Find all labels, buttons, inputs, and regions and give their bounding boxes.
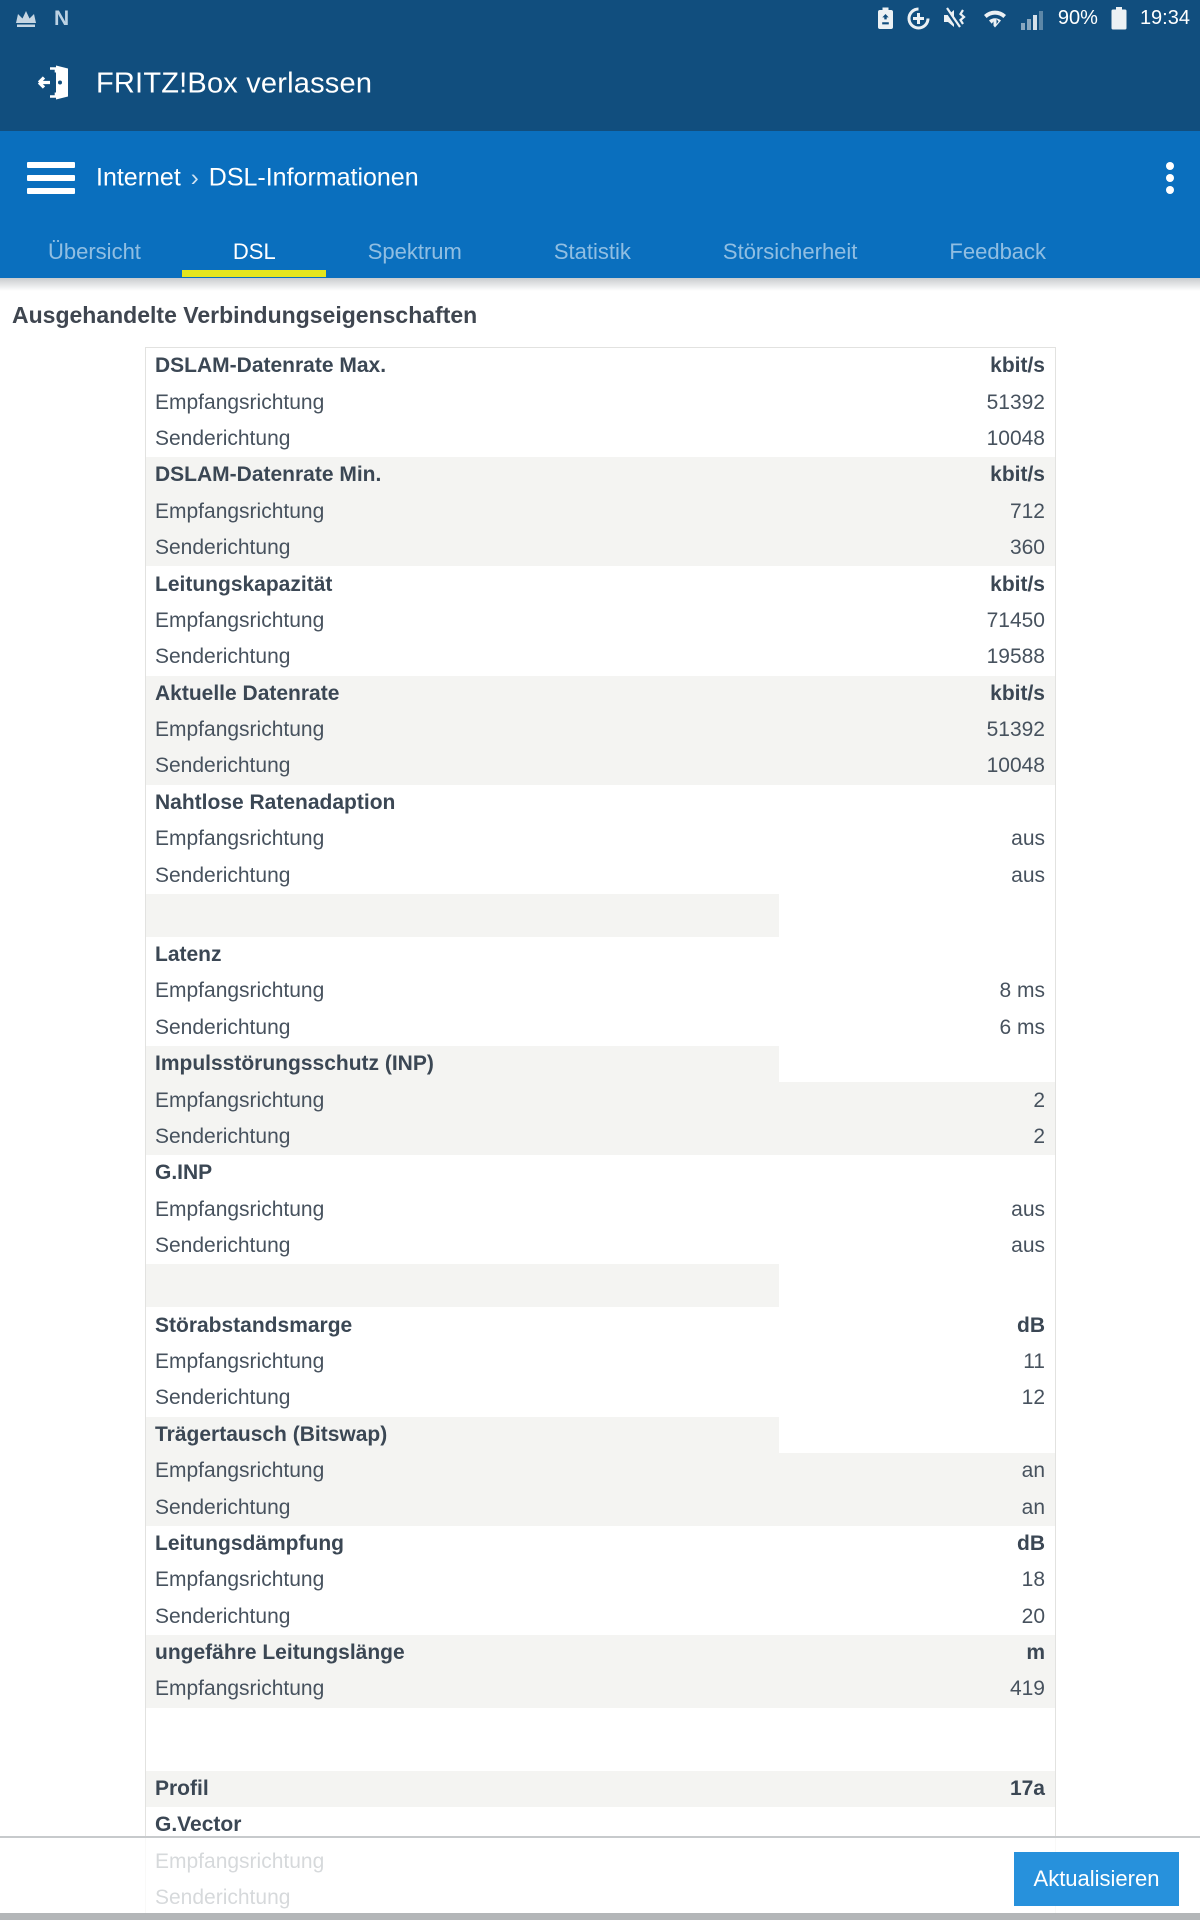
row-value <box>779 1155 1055 1191</box>
table-spacer-row <box>146 1708 1055 1771</box>
header-shadow <box>0 278 1200 291</box>
row-value <box>779 785 1055 821</box>
table-row <box>146 1489 1055 1525</box>
row-label: Senderichtung <box>146 1380 779 1416</box>
chevron-right-icon: › <box>190 164 199 191</box>
row-value: kbit/s <box>779 676 1055 712</box>
wifi-icon <box>982 7 1008 30</box>
row-value <box>779 937 1055 973</box>
row-value: 12 <box>779 1380 1055 1416</box>
row-label: Störabstandsmarge <box>146 1307 779 1343</box>
row-value: 71450 <box>779 603 1055 639</box>
refresh-button[interactable]: Aktualisieren <box>1014 1852 1179 1906</box>
battery-saver-icon <box>877 7 894 30</box>
row-value: 11 <box>779 1344 1055 1380</box>
row-value: 20 <box>779 1599 1055 1635</box>
table-row <box>146 1344 1055 1380</box>
tab-störsicherheit[interactable]: Störsicherheit <box>722 238 858 264</box>
row-value: 17a <box>779 1771 1055 1807</box>
row-label: Empfangsrichtung <box>146 384 779 420</box>
row-value: dB <box>779 1307 1055 1343</box>
row-label: Aktuelle Datenrate <box>146 676 779 712</box>
table-row <box>146 1082 1055 1118</box>
data-saver-icon <box>907 7 930 30</box>
row-label: Senderichtung <box>146 639 779 675</box>
row-label: Senderichtung <box>146 1489 779 1525</box>
row-label: Leitungskapazität <box>146 566 779 602</box>
table-group-header <box>146 1526 1055 1562</box>
mute-icon <box>943 7 969 30</box>
row-label: G.INP <box>146 1155 779 1191</box>
row-value: an <box>779 1489 1055 1525</box>
table-group-header <box>146 1417 1055 1453</box>
table-row <box>146 1228 1055 1264</box>
row-value: 2 <box>779 1082 1055 1118</box>
bottom-action-bar <box>0 1836 1200 1920</box>
table-group-header <box>146 1155 1055 1191</box>
row-value: 419 <box>779 1671 1055 1707</box>
row-value <box>779 1046 1055 1082</box>
row-label: Empfangsrichtung <box>146 1082 779 1118</box>
nav-bar <box>0 131 1200 225</box>
row-label: Senderichtung <box>146 1010 779 1046</box>
table-row <box>146 1192 1055 1228</box>
row-label: Latenz <box>146 937 779 973</box>
row-value: 8 ms <box>779 973 1055 1009</box>
row-label: DSLAM-Datenrate Max. <box>146 348 779 384</box>
tab-feedback[interactable]: Feedback <box>949 238 1047 264</box>
row-label: Empfangsrichtung <box>146 1344 779 1380</box>
bottom-edge-strip <box>0 1913 1200 1920</box>
top-dark-header <box>0 0 1200 131</box>
table-row <box>146 494 1055 530</box>
page-title: Ausgehandelte Verbindungseigenschaften <box>12 302 478 328</box>
table-spacer-row <box>146 894 1055 937</box>
menu-hamburger-icon[interactable] <box>27 155 75 201</box>
row-value: aus <box>779 1228 1055 1264</box>
battery-percent-label: 90% <box>1057 7 1098 29</box>
row-label: Senderichtung <box>146 1119 779 1155</box>
row-value: dB <box>779 1526 1055 1562</box>
battery-icon <box>1111 7 1127 30</box>
row-value <box>779 894 1055 937</box>
row-value: 712 <box>779 494 1055 530</box>
row-value: 360 <box>779 530 1055 566</box>
row-value <box>779 1708 1055 1771</box>
row-label: Senderichtung <box>146 1228 779 1264</box>
table-row <box>146 712 1055 748</box>
row-value: aus <box>779 857 1055 893</box>
row-label: G.Vector <box>146 1807 779 1843</box>
row-value <box>779 1264 1055 1307</box>
table-row <box>146 1671 1055 1707</box>
n-notification-icon: N <box>54 6 70 30</box>
row-label: Impulsstörungsschutz (INP) <box>146 1046 779 1082</box>
row-label: Nahtlose Ratenadaption <box>146 785 779 821</box>
row-value: kbit/s <box>779 566 1055 602</box>
row-label: Senderichtung <box>146 1599 779 1635</box>
table-group-header <box>146 937 1055 973</box>
row-label: Empfangsrichtung <box>146 1453 779 1489</box>
row-value: kbit/s <box>779 348 1055 384</box>
row-label: Profil <box>146 1771 779 1807</box>
row-value: 10048 <box>779 421 1055 457</box>
table-group-header <box>146 566 1055 602</box>
table-row <box>146 421 1055 457</box>
table-row <box>146 973 1055 1009</box>
status-bar-right <box>877 7 1200 30</box>
table-group-header <box>146 348 1055 384</box>
breadcrumb <box>96 164 419 193</box>
table-spacer-row <box>146 1264 1055 1307</box>
row-label: Empfangsrichtung <box>146 1192 779 1228</box>
table-row <box>146 1453 1055 1489</box>
row-label <box>146 1708 779 1771</box>
row-label: Senderichtung <box>146 748 779 784</box>
row-label: DSLAM-Datenrate Min. <box>146 457 779 493</box>
row-value: 51392 <box>779 384 1055 420</box>
row-value: m <box>779 1635 1055 1671</box>
clock-label: 19:34 <box>1139 7 1190 29</box>
table-group-header <box>146 1771 1055 1807</box>
table-row <box>146 384 1055 420</box>
row-label: Empfangsrichtung <box>146 821 779 857</box>
table-row <box>146 1599 1055 1635</box>
app-bar <box>0 37 1200 131</box>
row-label <box>146 894 779 937</box>
table-row <box>146 857 1055 893</box>
dsl-properties-table <box>145 347 1056 1916</box>
tab-statistik[interactable]: Statistik <box>553 238 631 264</box>
row-label: Leitungsdämpfung <box>146 1526 779 1562</box>
row-label: Empfangsrichtung <box>146 494 779 530</box>
tab-spektrum[interactable]: Spektrum <box>367 238 462 264</box>
row-label: Trägertausch (Bitswap) <box>146 1417 779 1453</box>
app-title: FRITZ!Box verlassen <box>96 67 373 100</box>
crown-icon <box>14 9 38 29</box>
table-row <box>146 821 1055 857</box>
row-value: 6 ms <box>779 1010 1055 1046</box>
table-row <box>146 748 1055 784</box>
table-row <box>146 639 1055 675</box>
tab-bar <box>0 225 1200 278</box>
row-label <box>146 1264 779 1307</box>
row-value: 10048 <box>779 748 1055 784</box>
row-label: Senderichtung <box>146 421 779 457</box>
row-label: Empfangsrichtung <box>146 712 779 748</box>
row-value <box>779 1417 1055 1453</box>
row-label: Senderichtung <box>146 530 779 566</box>
row-value: 19588 <box>779 639 1055 675</box>
row-label: Empfangsrichtung <box>146 973 779 1009</box>
table-group-header <box>146 1635 1055 1671</box>
signal-icon <box>1021 8 1045 30</box>
table-row <box>146 603 1055 639</box>
row-label: Senderichtung <box>146 857 779 893</box>
row-label: Empfangsrichtung <box>146 1671 779 1707</box>
android-status-bar <box>0 0 1200 37</box>
table-row <box>146 1119 1055 1155</box>
overflow-menu-icon[interactable] <box>1160 158 1180 198</box>
row-value: 51392 <box>779 712 1055 748</box>
table-row <box>146 1010 1055 1046</box>
table-row <box>146 1380 1055 1416</box>
table-row <box>146 530 1055 566</box>
row-label: ungefähre Leitungslänge <box>146 1635 779 1671</box>
tab-dsl[interactable]: DSL <box>211 225 298 278</box>
tab-übersicht[interactable]: Übersicht <box>48 238 141 264</box>
table-group-header <box>146 457 1055 493</box>
row-label: Empfangsrichtung <box>146 1562 779 1598</box>
table-group-header <box>146 1046 1055 1082</box>
breadcrumb-section[interactable]: Internet <box>96 163 181 192</box>
row-value: kbit/s <box>779 457 1055 493</box>
row-value: aus <box>779 821 1055 857</box>
row-value: 2 <box>779 1119 1055 1155</box>
table-group-header <box>146 785 1055 821</box>
breadcrumb-page: DSL-Informationen <box>208 163 419 192</box>
table-group-header <box>146 676 1055 712</box>
row-value: 18 <box>779 1562 1055 1598</box>
row-label: Empfangsrichtung <box>146 603 779 639</box>
row-value: an <box>779 1453 1055 1489</box>
table-row <box>146 1562 1055 1598</box>
table-group-header <box>146 1307 1055 1343</box>
status-bar-left <box>0 7 69 31</box>
row-value: aus <box>779 1192 1055 1228</box>
exit-fritzbox-button[interactable] <box>36 64 76 105</box>
